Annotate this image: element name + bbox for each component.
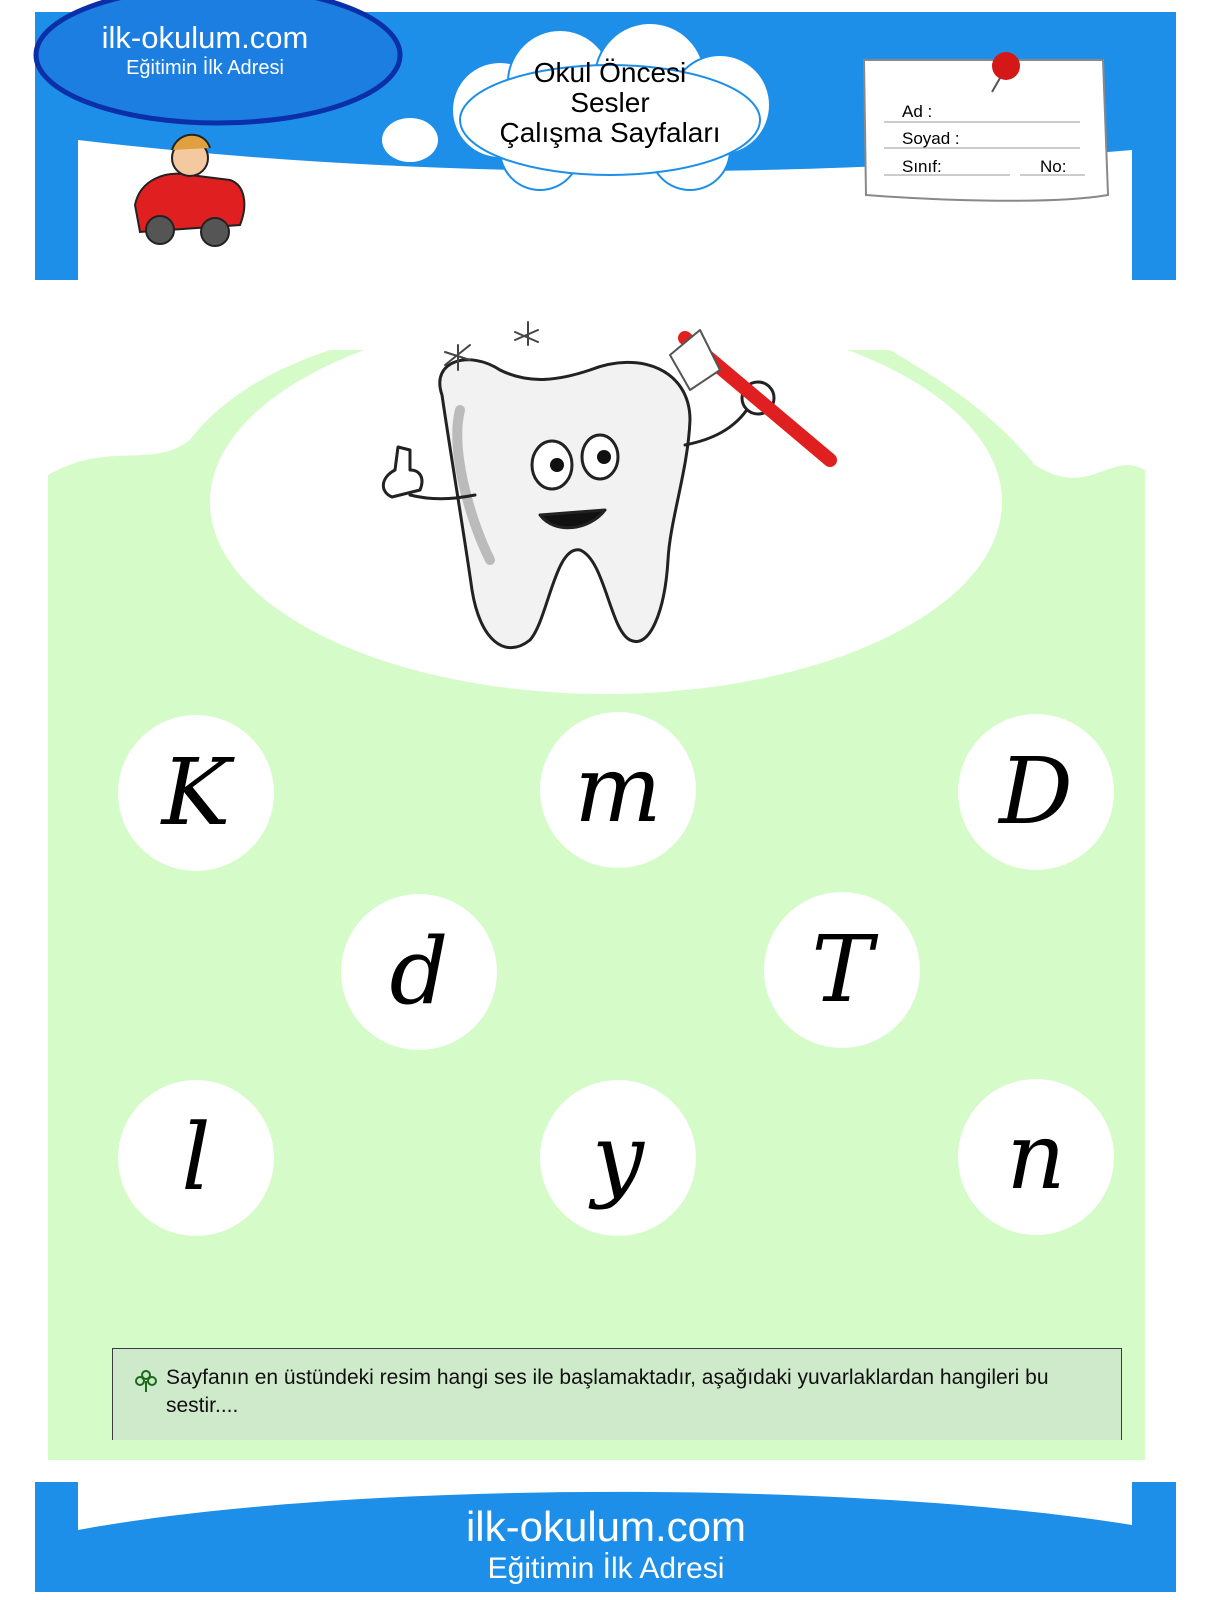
cloud-title-line-3: Çalışma Sayfaları [499, 117, 721, 148]
cloud-title-line-1: Okul Öncesi [533, 57, 687, 88]
form-label-sinif: Sınıf: [902, 157, 942, 176]
footer-subtitle: Eğitimin İlk Adresi [487, 1552, 725, 1585]
form-label-soyad: Soyad : [902, 129, 960, 148]
letter-circle-2[interactable]: m [574, 736, 662, 843]
form-label-no: No: [1040, 157, 1067, 176]
letter-circle-5[interactable]: T [811, 916, 873, 1023]
form-label-ad: Ad : [902, 102, 933, 121]
cloud-title-line-2: Sesler [570, 87, 650, 118]
letter-circle-3[interactable]: D [999, 738, 1073, 845]
letter-circle-7[interactable]: y [592, 1104, 644, 1211]
letter-circle-8[interactable]: n [1006, 1103, 1066, 1210]
instruction-text: Sayfanın en üstündeki resim hangi ses ile başlamaktadır, aşağıdaki yuvarlaklardan hangileri bu sestir.... [166, 1366, 1049, 1417]
name-note-paper [864, 52, 1108, 201]
letter-circle-6[interactable]: l [181, 1104, 211, 1211]
footer-title: ilk-okulum.com [465, 1503, 747, 1550]
letter-circle-4[interactable]: d [389, 918, 449, 1025]
logo-title: ilk-okulum.com [101, 20, 309, 55]
logo-subtitle: Eğitimin İlk Adresi [126, 57, 284, 79]
clover-bullet-icon [134, 1369, 158, 1393]
letter-circle-1[interactable]: K [161, 739, 231, 846]
